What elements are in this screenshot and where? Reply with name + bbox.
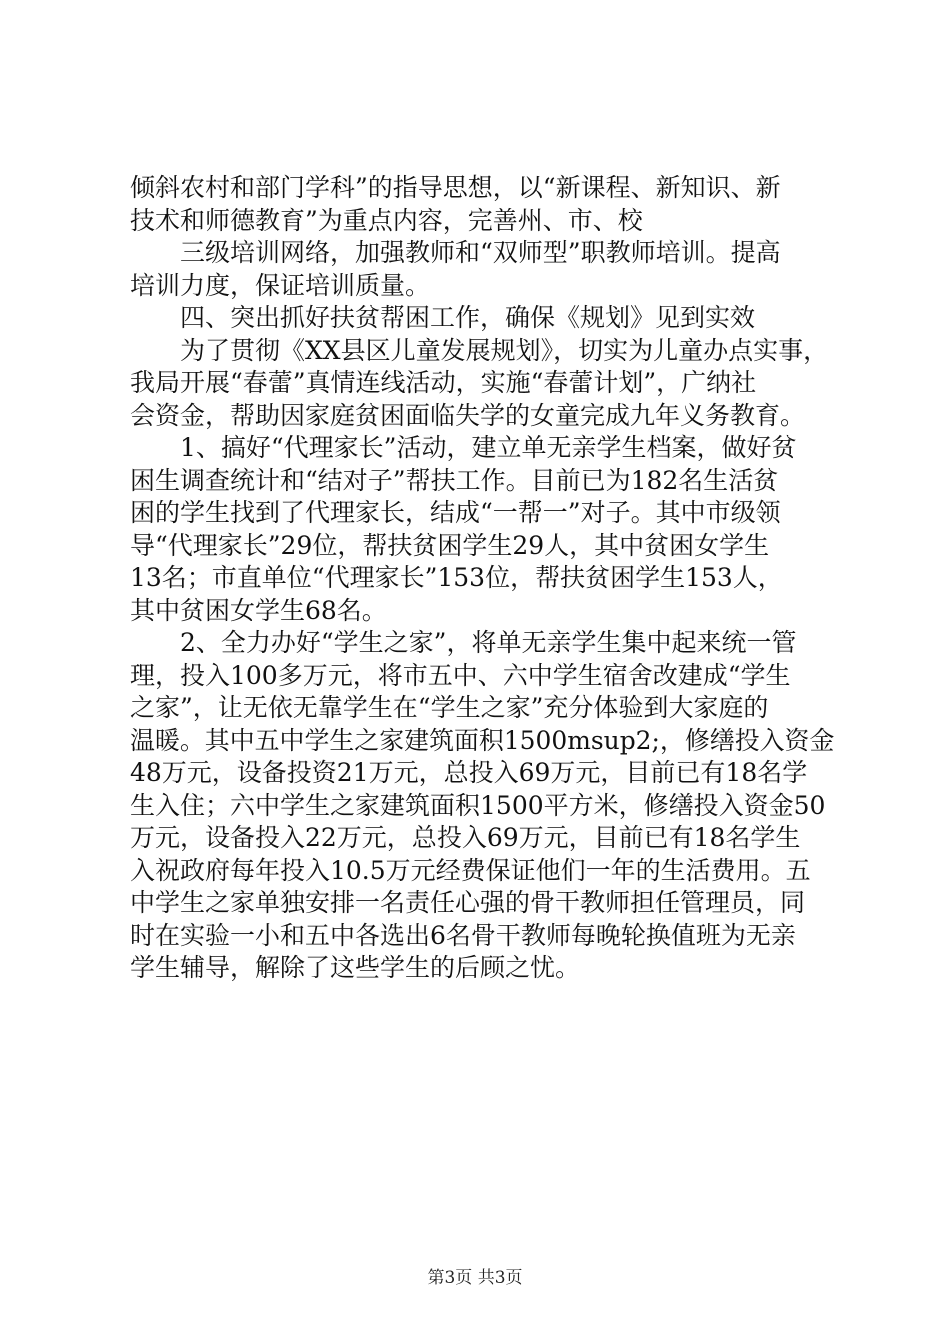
text-line: 之家”，让无依无靠学生在“学生之家”充分体验到大家庭的 [130,693,769,722]
text-line: 困生调查统计和“结对子”帮扶工作。目前已为182名生活贫 [130,465,779,495]
text-line: 学生辅导，解除了这些学生的后顾之忧。 [130,953,581,982]
section-heading: 四、突出抓好扶贫帮困工作，确保《规划》见到实效 [180,303,756,332]
text-line: 困的学生找到了代理家长，结成“一帮一”对子。其中市级领 [130,498,781,527]
text-line: 三级培训网络，加强教师和“双师型”职教师培训。提高 [180,238,781,267]
text-line: 为了贯彻《XX县区儿童发展规划》，切实为儿童办点实事， [180,335,829,365]
text-line: 中学生之家单独安排一名责任心强的骨干教师担任管理员，同 [130,888,806,917]
text-line: 1、搞好“代理家长”活动，建立单无亲学生档案，做好贫 [180,433,797,462]
text-line: 2、全力办好“学生之家”，将单无亲学生集中起来统一管 [180,628,797,657]
text-line: 技术和师德教育”为重点内容，完善州、市、校 [130,205,643,235]
text-line: 培训力度，保证培训质量。 [130,270,431,300]
text-line: 48万元，设备投资21万元，总投入69万元，目前已有18名学 [130,758,808,787]
text-line: 生入住；六中学生之家建筑面积1500平方米，修缮投入资金50 [130,790,826,820]
text-line: 理，投入100多万元，将市五中、六中学生宿舍改建成“学生 [130,660,791,690]
text-line: 倾斜农村和部门学科”的指导思想，以“新课程、新知识、新 [130,173,781,202]
text-line: 导“代理家长”29位，帮扶贫困学生29人，其中贫困女学生 [130,530,770,560]
text-line: 会资金，帮助因家庭贫困面临失学的女童完成九年义务教育。 [130,400,806,430]
text-line: 13名；市直单位“代理家长”153位，帮扶贫困学生153人， [130,563,783,592]
text-line: 温暖。其中五中学生之家建筑面积1500msup2;，修缮投入资金 [130,725,835,755]
text-line: 我局开展“春蕾”真情连线活动，实施“春蕾计划”，广纳社 [130,368,757,397]
text-line: 入祝政府每年投入10.5万元经费保证他们一年的生活费用。五 [130,855,811,885]
text-line: 时在实验一小和五中各选出6名骨干教师每晚轮换值班为无亲 [130,920,796,950]
page-number-footer: 第3页 共3页 [427,1268,523,1288]
text-line: 万元，设备投入22万元，总投入69万元，目前已有18名学生 [130,823,801,852]
text-line: 其中贫困女学生68名。 [130,595,387,625]
